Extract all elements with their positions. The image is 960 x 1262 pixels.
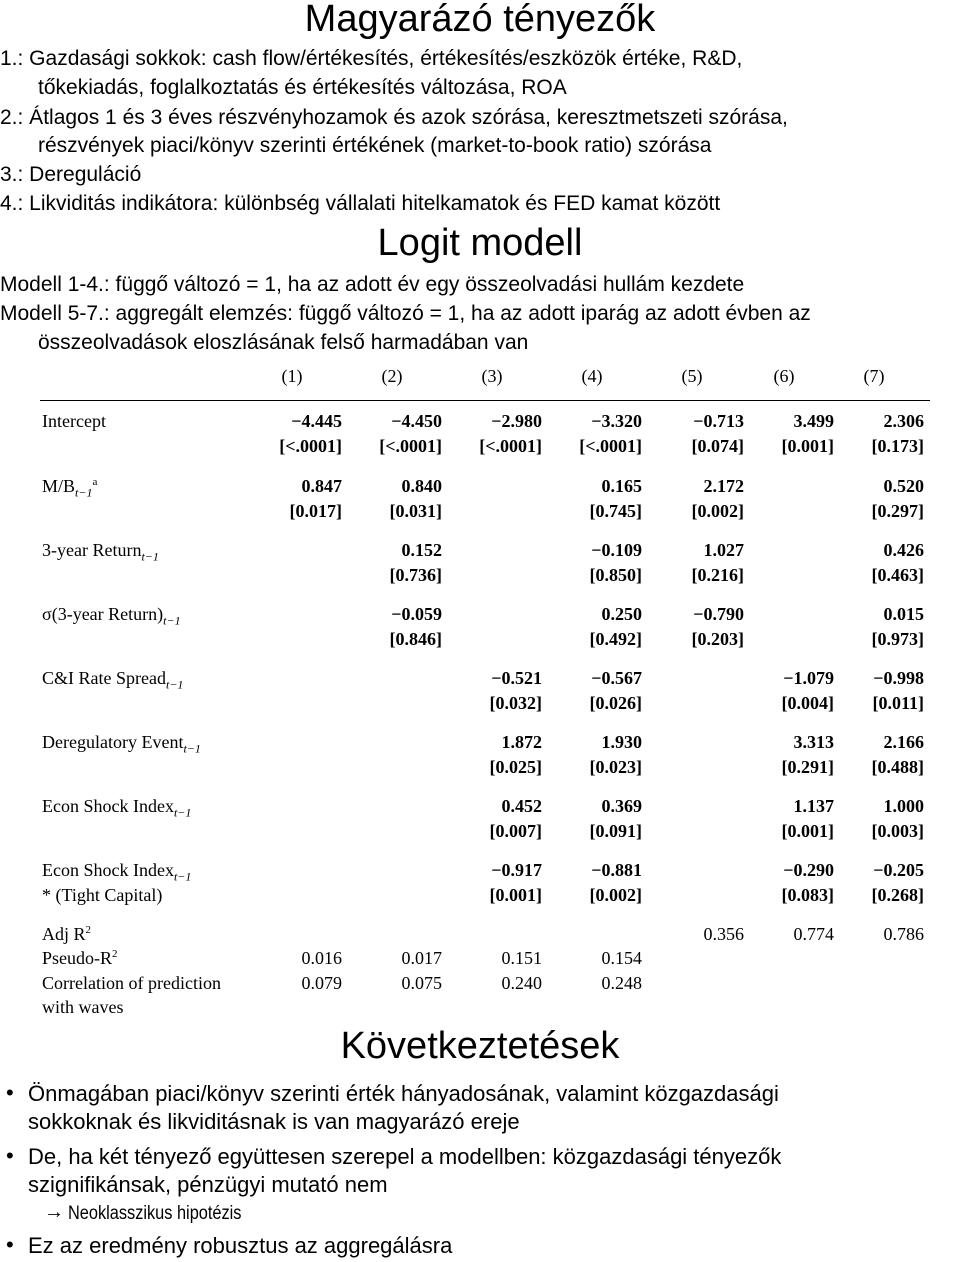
- coefficient-value: 0.250: [601, 604, 642, 624]
- coefficient-value: −0.790: [693, 604, 744, 624]
- title-logit-model: Logit modell: [377, 222, 583, 264]
- coefficient-value: −0.998: [873, 668, 924, 688]
- p-value: [0.973]: [871, 629, 924, 649]
- row-label: $M/B_{t-1}^a$: [42, 476, 98, 500]
- stat-label-continued: with waves: [42, 997, 124, 1017]
- regression-table: [0, 360, 960, 1030]
- coefficient-value: 0.165: [601, 476, 642, 496]
- coefficient-value: −2.980: [491, 411, 542, 431]
- p-value: [0.031]: [389, 501, 442, 521]
- title-conclusions: Következtetések: [340, 1025, 620, 1067]
- p-value: [0.297]: [871, 501, 924, 521]
- row-label-continued: * (Tight Capital): [42, 885, 163, 905]
- coefficient-value: −0.109: [591, 540, 642, 560]
- coefficient-value: 0.520: [883, 476, 924, 496]
- p-value: [<.0001]: [579, 436, 642, 456]
- coefficient-value: 1.027: [703, 540, 744, 560]
- coefficient-value: −0.059: [391, 604, 442, 624]
- coefficient-value: 1.930: [601, 732, 642, 752]
- stat-value: 0.248: [601, 973, 642, 993]
- coefficient-value: −4.445: [291, 411, 342, 431]
- coefficient-value: 2.166: [883, 732, 924, 752]
- column-header: (1): [281, 366, 303, 386]
- neoclassical-hypothesis-note: Neoklasszikus hipotézis: [68, 1203, 242, 1224]
- stat-value: 0.774: [793, 924, 834, 944]
- column-header: (4): [581, 366, 603, 386]
- model-5-7-description-line1: Modell 5-7.: aggregált elemzés: függő változó = 1, ha az adott iparág az adott évben az: [0, 302, 811, 325]
- title-explanatory-factors: Magyarázó tényezők: [304, 0, 656, 40]
- bullet-2-marker: •: [6, 1143, 14, 1168]
- factor-2-line2: részvények piaci/könyv szerinti értékének (market-to-book ratio) szórása: [38, 134, 712, 157]
- factor-2-line1: 2.: Átlagos 1 és 3 éves részvényhozamok és azok szórása, keresztmetszeti szórása,: [0, 106, 788, 129]
- row-label: Econ Shock Index$_{t-1}$: [42, 860, 192, 884]
- row-label: σ(3-year $Return)_{t-1}$: [42, 604, 181, 628]
- factor-1-line2: tőkekiadás, foglalkoztatás és értékesítés változása, ROA: [38, 76, 567, 99]
- coefficient-value: −0.881: [591, 860, 642, 880]
- stat-label: Adj $R^2$: [42, 924, 92, 944]
- coefficient-value: −0.205: [873, 860, 924, 880]
- bullet-1-marker: •: [6, 1080, 14, 1105]
- p-value: [0.001]: [489, 885, 542, 905]
- model-1-4-description: Modell 1-4.: függő változó = 1, ha az adott év egy összeolvadási hullám kezdete: [0, 273, 745, 296]
- p-value: [0.291]: [781, 757, 834, 777]
- p-value: [<.0001]: [479, 436, 542, 456]
- p-value: [0.001]: [781, 821, 834, 841]
- row-label: Intercept: [42, 411, 106, 431]
- coefficient-value: −0.713: [693, 411, 744, 431]
- column-header: (6): [773, 366, 795, 386]
- coefficient-value: −0.521: [491, 668, 542, 688]
- coefficient-value: 1.000: [883, 796, 924, 816]
- stat-value: 0.240: [501, 973, 542, 993]
- p-value: [0.268]: [871, 885, 924, 905]
- coefficient-value: 1.137: [793, 796, 834, 816]
- p-value: [0.026]: [589, 693, 642, 713]
- coefficient-value: −0.290: [783, 860, 834, 880]
- coefficient-value: 0.840: [401, 476, 442, 496]
- coefficient-value: −0.567: [591, 668, 642, 688]
- coefficient-value: 1.872: [501, 732, 542, 752]
- factor-1-line1: 1.: Gazdasági sokkok: cash flow/értékesítés, értékesítés/eszközök értéke, R&D,: [0, 47, 743, 70]
- row-label: Deregulatory Event$_{t-1}$: [42, 732, 201, 756]
- p-value: [0.216]: [691, 565, 744, 585]
- coefficient-value: 0.452: [501, 796, 542, 816]
- row-label: 3-year Return$_{t-1}$: [42, 540, 159, 564]
- column-header: (2): [381, 366, 403, 386]
- factor-4: 4.: Likviditás indikátora: különbség vállalati hitelkamatok és FED kamat között: [0, 192, 721, 215]
- p-value: [0.091]: [589, 821, 642, 841]
- coefficient-value: −4.450: [391, 411, 442, 431]
- p-value: [0.083]: [781, 885, 834, 905]
- p-value: [0.002]: [589, 885, 642, 905]
- coefficient-value: 0.426: [883, 540, 924, 560]
- stat-value: 0.786: [883, 924, 924, 944]
- coefficient-value: −1.079: [783, 668, 834, 688]
- p-value: [0.011]: [872, 693, 924, 713]
- p-value: [0.203]: [691, 629, 744, 649]
- p-value: [0.736]: [389, 565, 442, 585]
- p-value: [0.745]: [589, 501, 642, 521]
- p-value: [0.492]: [589, 629, 642, 649]
- p-value: [0.488]: [871, 757, 924, 777]
- p-value: [0.017]: [289, 501, 342, 521]
- column-header: (3): [481, 366, 503, 386]
- coefficient-value: 3.313: [793, 732, 834, 752]
- p-value: [0.032]: [489, 693, 542, 713]
- coefficient-value: −3.320: [591, 411, 642, 431]
- model-5-7-description-line2: összeolvadások eloszlásának felső harmadában van: [38, 331, 529, 354]
- column-header: (7): [863, 366, 885, 386]
- stat-value: 0.017: [401, 948, 442, 968]
- p-value: [0.850]: [589, 565, 642, 585]
- bullet-3-marker: •: [6, 1232, 14, 1257]
- coefficient-value: 0.015: [883, 604, 924, 624]
- coefficient-value: 0.847: [301, 476, 342, 496]
- p-value: [0.846]: [389, 629, 442, 649]
- row-label: Econ Shock Index$_{t-1}$: [42, 796, 192, 820]
- stat-label: Correlation of prediction: [42, 973, 221, 993]
- stat-value: 0.079: [301, 973, 342, 993]
- p-value: [<.0001]: [279, 436, 342, 456]
- stat-value: 0.075: [401, 973, 442, 993]
- conclusion-3: Ez az eredmény robusztus az aggregálásra: [28, 1233, 453, 1258]
- p-value: [0.025]: [489, 757, 542, 777]
- table-top-rule: [40, 400, 930, 401]
- coefficient-value: 0.369: [601, 796, 642, 816]
- coefficient-value: −0.917: [491, 860, 542, 880]
- p-value: [<.0001]: [379, 436, 442, 456]
- stat-value: 0.356: [703, 924, 744, 944]
- row-label: C&I Rate Spread$_{t-1}$: [42, 668, 184, 692]
- coefficient-value: 3.499: [793, 411, 834, 431]
- stat-value: 0.016: [301, 948, 342, 968]
- conclusion-2-line2: szignifikánsak, pénzügyi mutató nem: [28, 1172, 388, 1197]
- conclusion-1-line2: sokkoknak és likviditásnak is van magyarázó ereje: [28, 1109, 520, 1134]
- p-value: [0.001]: [781, 436, 834, 456]
- conclusion-2-line1: De, ha két tényező együttesen szerepel a modellben: közgazdasági tényezők: [28, 1144, 782, 1169]
- stat-value: 0.151: [501, 948, 542, 968]
- coefficient-value: 2.306: [883, 411, 924, 431]
- coefficient-value: 0.152: [401, 540, 442, 560]
- p-value: [0.002]: [691, 501, 744, 521]
- p-value: [0.003]: [871, 821, 924, 841]
- p-value: [0.004]: [781, 693, 834, 713]
- p-value: [0.074]: [691, 436, 744, 456]
- p-value: [0.007]: [489, 821, 542, 841]
- p-value: [0.173]: [871, 436, 924, 456]
- conclusion-1-line1: Önmagában piaci/könyv szerinti érték hányadosának, valamint közgazdasági: [28, 1081, 779, 1106]
- stat-value: 0.154: [601, 948, 642, 968]
- column-header: (5): [681, 366, 703, 386]
- factor-3: 3.: Dereguláció: [0, 163, 142, 186]
- arrow-icon: →: [44, 1201, 64, 1223]
- stat-label: Pseudo-$R^2$: [42, 948, 118, 968]
- p-value: [0.023]: [589, 757, 642, 777]
- coefficient-value: 2.172: [703, 476, 744, 496]
- p-value: [0.463]: [871, 565, 924, 585]
